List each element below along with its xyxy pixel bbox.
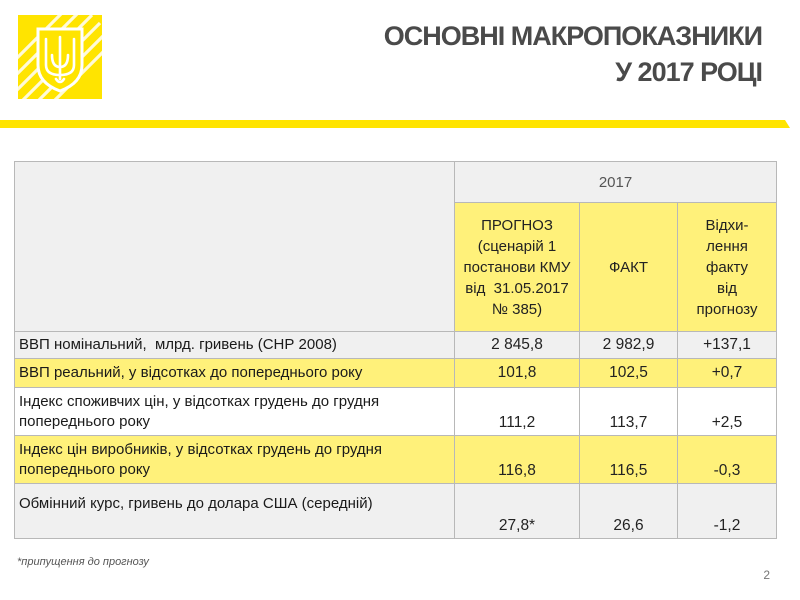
- footnote: *припущення до прогнозу: [17, 556, 149, 568]
- fact-value: 2 982,9: [580, 332, 678, 359]
- table-corner-cell: [15, 162, 455, 332]
- indicator-label: ВВП реальний, у відсотках до попереднього року: [15, 359, 455, 388]
- forecast-header-line: ПРОГНОЗ: [481, 216, 553, 234]
- table-row: [15, 388, 777, 436]
- forecast-column-header: [455, 203, 580, 332]
- page-title: [384, 18, 762, 90]
- forecast-header-line: постанови КМУ: [463, 258, 571, 276]
- page-number: 2: [763, 568, 770, 582]
- page-title-line1: ОСНОВНІ МАКРОПОКАЗНИКИ: [383, 21, 762, 51]
- table-row: [15, 436, 777, 484]
- page-title-line2: У 2017 РОЦІ: [615, 57, 762, 87]
- deviation-value: -0,3: [678, 436, 777, 484]
- indicator-label: Обмінний курс, гривень до долара США (середній): [15, 484, 455, 539]
- deviation-value: +137,1: [678, 332, 777, 359]
- deviation-value: -1,2: [678, 484, 777, 539]
- forecast-value: 101,8: [455, 359, 580, 388]
- fact-value: 26,6: [580, 484, 678, 539]
- deviation-header-line: від: [716, 279, 738, 297]
- deviation-header-line: лення: [706, 237, 748, 255]
- deviation-column-header: [678, 203, 777, 332]
- indicator-label: Індекс цін виробників, у відсотках грудень до грудня попереднього року: [15, 436, 455, 484]
- indicator-label: Індекс споживчих цін, у відсотках грудень до грудня попереднього року: [15, 388, 455, 436]
- forecast-value: 2 845,8: [455, 332, 580, 359]
- accent-bar: [0, 115, 790, 123]
- forecast-header-line: (сценарій 1: [477, 237, 557, 255]
- deviation-value: +2,5: [678, 388, 777, 436]
- forecast-value: 27,8*: [455, 484, 580, 539]
- table-row: [15, 332, 777, 359]
- deviation-value: +0,7: [678, 359, 777, 388]
- year-header: 2017: [455, 162, 777, 203]
- macro-indicators-table: [14, 161, 777, 539]
- forecast-header-line: № 385): [491, 300, 543, 318]
- deviation-header-line: Відхи-: [705, 216, 749, 234]
- forecast-value: 111,2: [455, 388, 580, 436]
- table-row: [15, 484, 777, 539]
- indicator-label: ВВП номінальний, млрд. гривень (СНР 2008): [15, 332, 455, 359]
- trident-emblem-icon: [18, 15, 102, 99]
- forecast-value: 116,8: [455, 436, 580, 484]
- fact-value: 113,7: [580, 388, 678, 436]
- deviation-header-line: факту: [706, 258, 748, 276]
- forecast-header-line: від 31.05.2017: [465, 279, 569, 297]
- fact-value: 102,5: [580, 359, 678, 388]
- fact-value: 116,5: [580, 436, 678, 484]
- fact-column-header: ФАКТ: [580, 203, 678, 332]
- deviation-header-line: прогнозу: [696, 300, 758, 318]
- table-row: [15, 359, 777, 388]
